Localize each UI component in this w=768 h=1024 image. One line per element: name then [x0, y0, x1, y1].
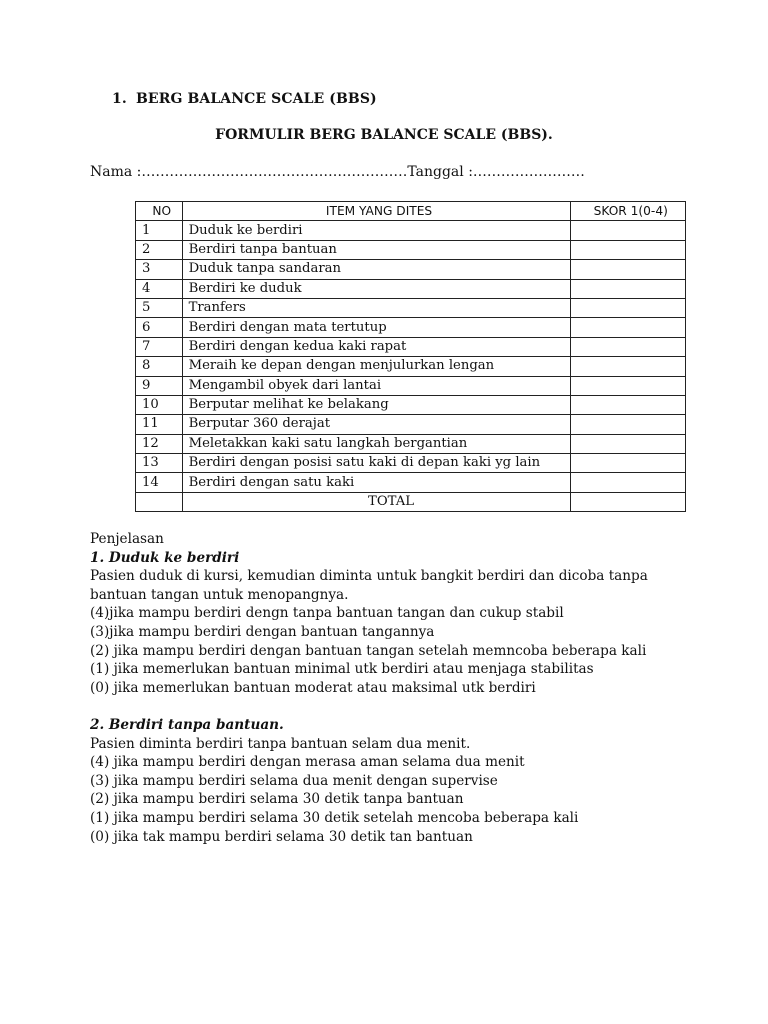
explanation-line: (3) jika mampu berdiri selama dua menit dengan supervise: [90, 772, 498, 789]
explanation-line: (4) jika mampu berdiri dengan merasa aman selama dua menit: [90, 754, 525, 771]
total-score-cell[interactable]: [570, 492, 686, 511]
section-gap: [90, 697, 648, 716]
score-cell[interactable]: [570, 434, 686, 453]
section-heading: [112, 91, 377, 107]
bbs-table: [135, 201, 686, 512]
total-label: TOTAL: [182, 492, 570, 511]
row-number: 3: [136, 260, 183, 279]
table-row: [136, 395, 686, 414]
explanation-line: Pasien duduk di kursi, kemudian diminta untuk bangkit berdiri dan dicoba tanpa: [90, 568, 648, 585]
row-item: Berputar 360 derajat: [182, 415, 570, 434]
table-row: [136, 279, 686, 298]
score-cell[interactable]: [570, 415, 686, 434]
row-item: Duduk tanpa sandaran: [182, 260, 570, 279]
row-item: Mengambil obyek dari lantai: [182, 376, 570, 395]
table-row: [136, 473, 686, 492]
explanation-line: (1) jika memerlukan bantuan minimal utk berdiri atau menjaga stabilitas: [90, 661, 594, 678]
score-cell[interactable]: [570, 473, 686, 492]
score-cell[interactable]: [570, 454, 686, 473]
section-title: BERG BALANCE SCALE (BBS): [136, 91, 377, 107]
explanation-section-title: 2. Berdiri tanpa bantuan.: [90, 716, 284, 733]
explanation-line: (3)jika mampu berdiri dengan bantuan tangannya: [90, 623, 435, 640]
row-number: 1: [136, 221, 183, 240]
table-row: [136, 240, 686, 259]
total-row: [136, 492, 686, 511]
score-cell[interactable]: [570, 337, 686, 356]
table-row: [136, 337, 686, 356]
table-row: [136, 454, 686, 473]
score-cell[interactable]: [570, 318, 686, 337]
score-cell[interactable]: [570, 279, 686, 298]
row-number: 11: [136, 415, 183, 434]
row-number: 5: [136, 298, 183, 317]
score-cell[interactable]: [570, 260, 686, 279]
row-number: 2: [136, 240, 183, 259]
explanation-line: (2) jika mampu berdiri selama 30 detik tanpa bantuan: [90, 791, 464, 808]
table-body: [136, 221, 686, 512]
total-empty-cell: [136, 492, 183, 511]
row-number: 8: [136, 357, 183, 376]
row-item: Tranfers: [182, 298, 570, 317]
explanation-line: (2) jika mampu berdiri dengan bantuan tangan setelah memncoba beberapa kali: [90, 642, 647, 659]
table-row: [136, 357, 686, 376]
row-item: Berdiri dengan posisi satu kaki di depan kaki yg lain: [182, 454, 570, 473]
row-number: 9: [136, 376, 183, 395]
row-item: Berdiri dengan satu kaki: [182, 473, 570, 492]
table-row: [136, 298, 686, 317]
table-row: [136, 221, 686, 240]
explanation-line: (0) jika memerlukan bantuan moderat atau maksimal utk berdiri: [90, 679, 536, 696]
explanation-line: (1) jika mampu berdiri selama 30 detik setelah mencoba beberapa kali: [90, 809, 579, 826]
score-cell[interactable]: [570, 298, 686, 317]
header-item: ITEM YANG DITES: [182, 202, 570, 221]
row-number: 13: [136, 454, 183, 473]
table-row: [136, 376, 686, 395]
explanation-line: (4)jika mampu berdiri dengn tanpa bantuan tangan dan cukup stabil: [90, 605, 564, 622]
table-row: [136, 260, 686, 279]
header-no: NO: [136, 202, 183, 221]
explanation-section-title: 1. Duduk ke berdiri: [90, 549, 240, 566]
table-row: [136, 318, 686, 337]
score-cell[interactable]: [570, 357, 686, 376]
row-number: 4: [136, 279, 183, 298]
explanation-line: (0) jika tak mampu berdiri selama 30 detik tan bantuan: [90, 828, 473, 845]
row-number: 14: [136, 473, 183, 492]
row-item: Berdiri dengan mata tertutup: [182, 318, 570, 337]
row-number: 10: [136, 395, 183, 414]
row-number: 7: [136, 337, 183, 356]
row-item: Meletakkan kaki satu langkah bergantian: [182, 434, 570, 453]
table-row: [136, 434, 686, 453]
score-cell[interactable]: [570, 395, 686, 414]
explanation-line: bantuan tangan untuk menopangnya.: [90, 586, 349, 603]
table-header-row: [136, 202, 686, 221]
table-row: [136, 415, 686, 434]
explanation-line: Pasien diminta berdiri tanpa bantuan selam dua menit.: [90, 735, 471, 752]
score-cell[interactable]: [570, 221, 686, 240]
row-item: Duduk ke berdiri: [182, 221, 570, 240]
row-item: Berdiri ke duduk: [182, 279, 570, 298]
row-item: Berdiri dengan kedua kaki rapat: [182, 337, 570, 356]
name-date-line: Nama :…………………………………………………Tanggal :……………………: [90, 164, 585, 180]
explanation-label: Penjelasan: [90, 531, 164, 547]
score-cell[interactable]: [570, 376, 686, 395]
row-number: 6: [136, 318, 183, 337]
row-number: 12: [136, 434, 183, 453]
row-item: Berdiri tanpa bantuan: [182, 240, 570, 259]
explanation-section: [90, 530, 648, 846]
header-score: SKOR 1(0-4): [570, 202, 686, 221]
score-cell[interactable]: [570, 240, 686, 259]
row-item: Meraih ke depan dengan menjulurkan lengan: [182, 357, 570, 376]
form-title: FORMULIR BERG BALANCE SCALE (BBS).: [215, 127, 553, 143]
section-number: 1.: [112, 91, 127, 107]
row-item: Berputar melihat ke belakang: [182, 395, 570, 414]
